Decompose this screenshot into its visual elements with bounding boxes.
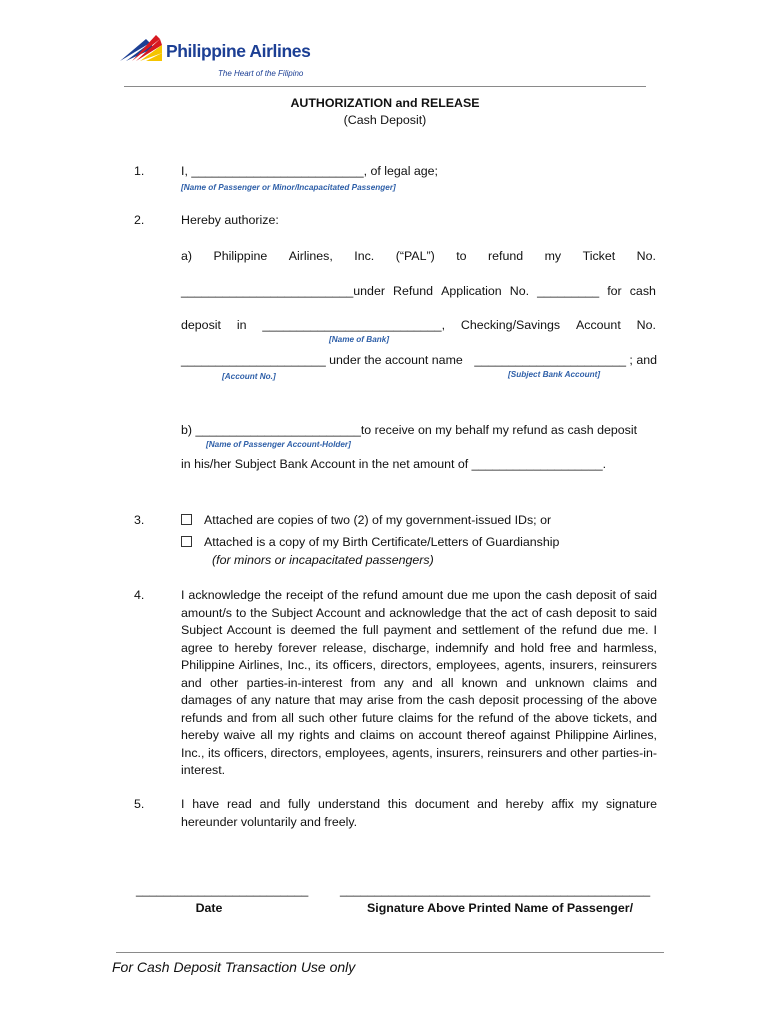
item-4-number: 4. [134,588,145,602]
date-label: Date [195,901,223,915]
release-paragraph: I acknowledge the receipt of the refund amount due me upon the cash deposit of said amount/s to the Subject Account and acknowledge that the act of cash deposit to said Subject Account is deemed the full payment and settlement of the refund due me. I agree to hereby forever release, discharge, indemnify and hold free and harmless, Philippine Airlines, Inc., its officers, directors, employees, agents, insurers, reinsurers and other parties-in-interest from any and all known and unknown claims and damages of any nature that may arise from the cash deposit processing of the above refunds and from all such other future claims for the refund of the above tickets, and hereby waive all my rights and claims on account thereof against Philippine Airlines, Inc., its officers, directors, employees, agents, insurers, reinsurers and other parties-in-interest. [181,588,657,777]
word: Airlines, [288,249,333,263]
airline-logo [120,33,320,81]
passenger-name-hint: [Name of Passenger or Minor/Incapacitated Passenger] [181,183,396,192]
word: Account [576,318,621,332]
word: _________ [537,284,600,298]
signature-line: _____________________________________________ [340,883,651,897]
word: (“PAL”) [395,249,435,263]
word: deposit [181,318,221,332]
word: Application [441,284,502,298]
birth-certificate-label: Attached is a copy of my Birth Certificate/Letters of Guardianship [204,535,560,549]
word: my [544,249,562,263]
item-2a-line-3 [181,317,656,335]
airline-emblem-icon [120,33,164,63]
word: No. [636,249,656,263]
document-title: AUTHORIZATION and RELEASE [290,96,480,110]
item-1-number: 1. [134,164,145,178]
id-option-row [181,512,551,530]
item-2b-text: b) ________________________to receive on my behalf my refund as cash deposit [181,423,638,437]
footer-divider [116,952,664,953]
footer-note: For Cash Deposit Transaction Use only [112,959,356,975]
item-2b-line-2: in his/her Subject Bank Account in the net amount of ___________________. [181,457,607,471]
subject-bank-account-hint: [Subject Bank Account] [508,370,601,379]
item-2a-line-2 [181,283,656,301]
word: for [607,284,622,298]
id-copies-checkbox[interactable] [181,514,192,525]
document-subtitle: (Cash Deposit) [343,113,427,127]
signature-label: Signature Above Printed Name of Passenger/ [367,901,634,915]
word: Inc. [354,249,375,263]
word: to [456,249,467,263]
header-divider [124,86,646,87]
item-3-number: 3. [134,513,145,527]
minors-note: (for minors or incapacitated passengers) [212,553,434,567]
word: refund [488,249,524,263]
item-2a-line-4-left: _____________________ under the account name [181,353,463,367]
item-2-number: 2. [134,213,145,227]
item-2-intro: Hereby authorize: [181,213,279,227]
item-2a-line-4-right: ______________________ ; and [474,353,657,367]
airline-name: Philippine Airlines [166,41,311,61]
word: a) [181,249,193,263]
word: No. [636,318,656,332]
word: _________________________under [181,284,385,298]
word: in [236,318,247,332]
word: No. [509,284,530,298]
word: Checking/Savings [460,318,561,332]
item-1-text: I, _________________________, of legal age; [181,164,439,178]
id-copies-label: Attached are copies of two (2) of my government-issued IDs; or [204,513,552,527]
bank-name-hint: [Name of Bank] [329,335,390,344]
item-5-number: 5. [134,797,145,811]
word: Ticket [582,249,616,263]
word: __________________________, [262,318,446,332]
item-2a-line-1 [181,248,656,266]
account-holder-hint: [Name of Passenger Account-Holder] [206,440,351,449]
acknowledgement-paragraph: I have read and fully understand this document and hereby affix my signature hereunder voluntarily and freely. [181,797,657,829]
word: Refund [393,284,433,298]
airline-tagline: The Heart of the Filipino [218,69,304,78]
account-number-hint: [Account No.] [222,372,276,381]
birth-certificate-checkbox[interactable] [181,536,192,547]
word: Philippine [213,249,268,263]
birth-cert-option-row [181,534,559,552]
word: cash [629,284,656,298]
date-line: _________________________ [136,883,309,897]
